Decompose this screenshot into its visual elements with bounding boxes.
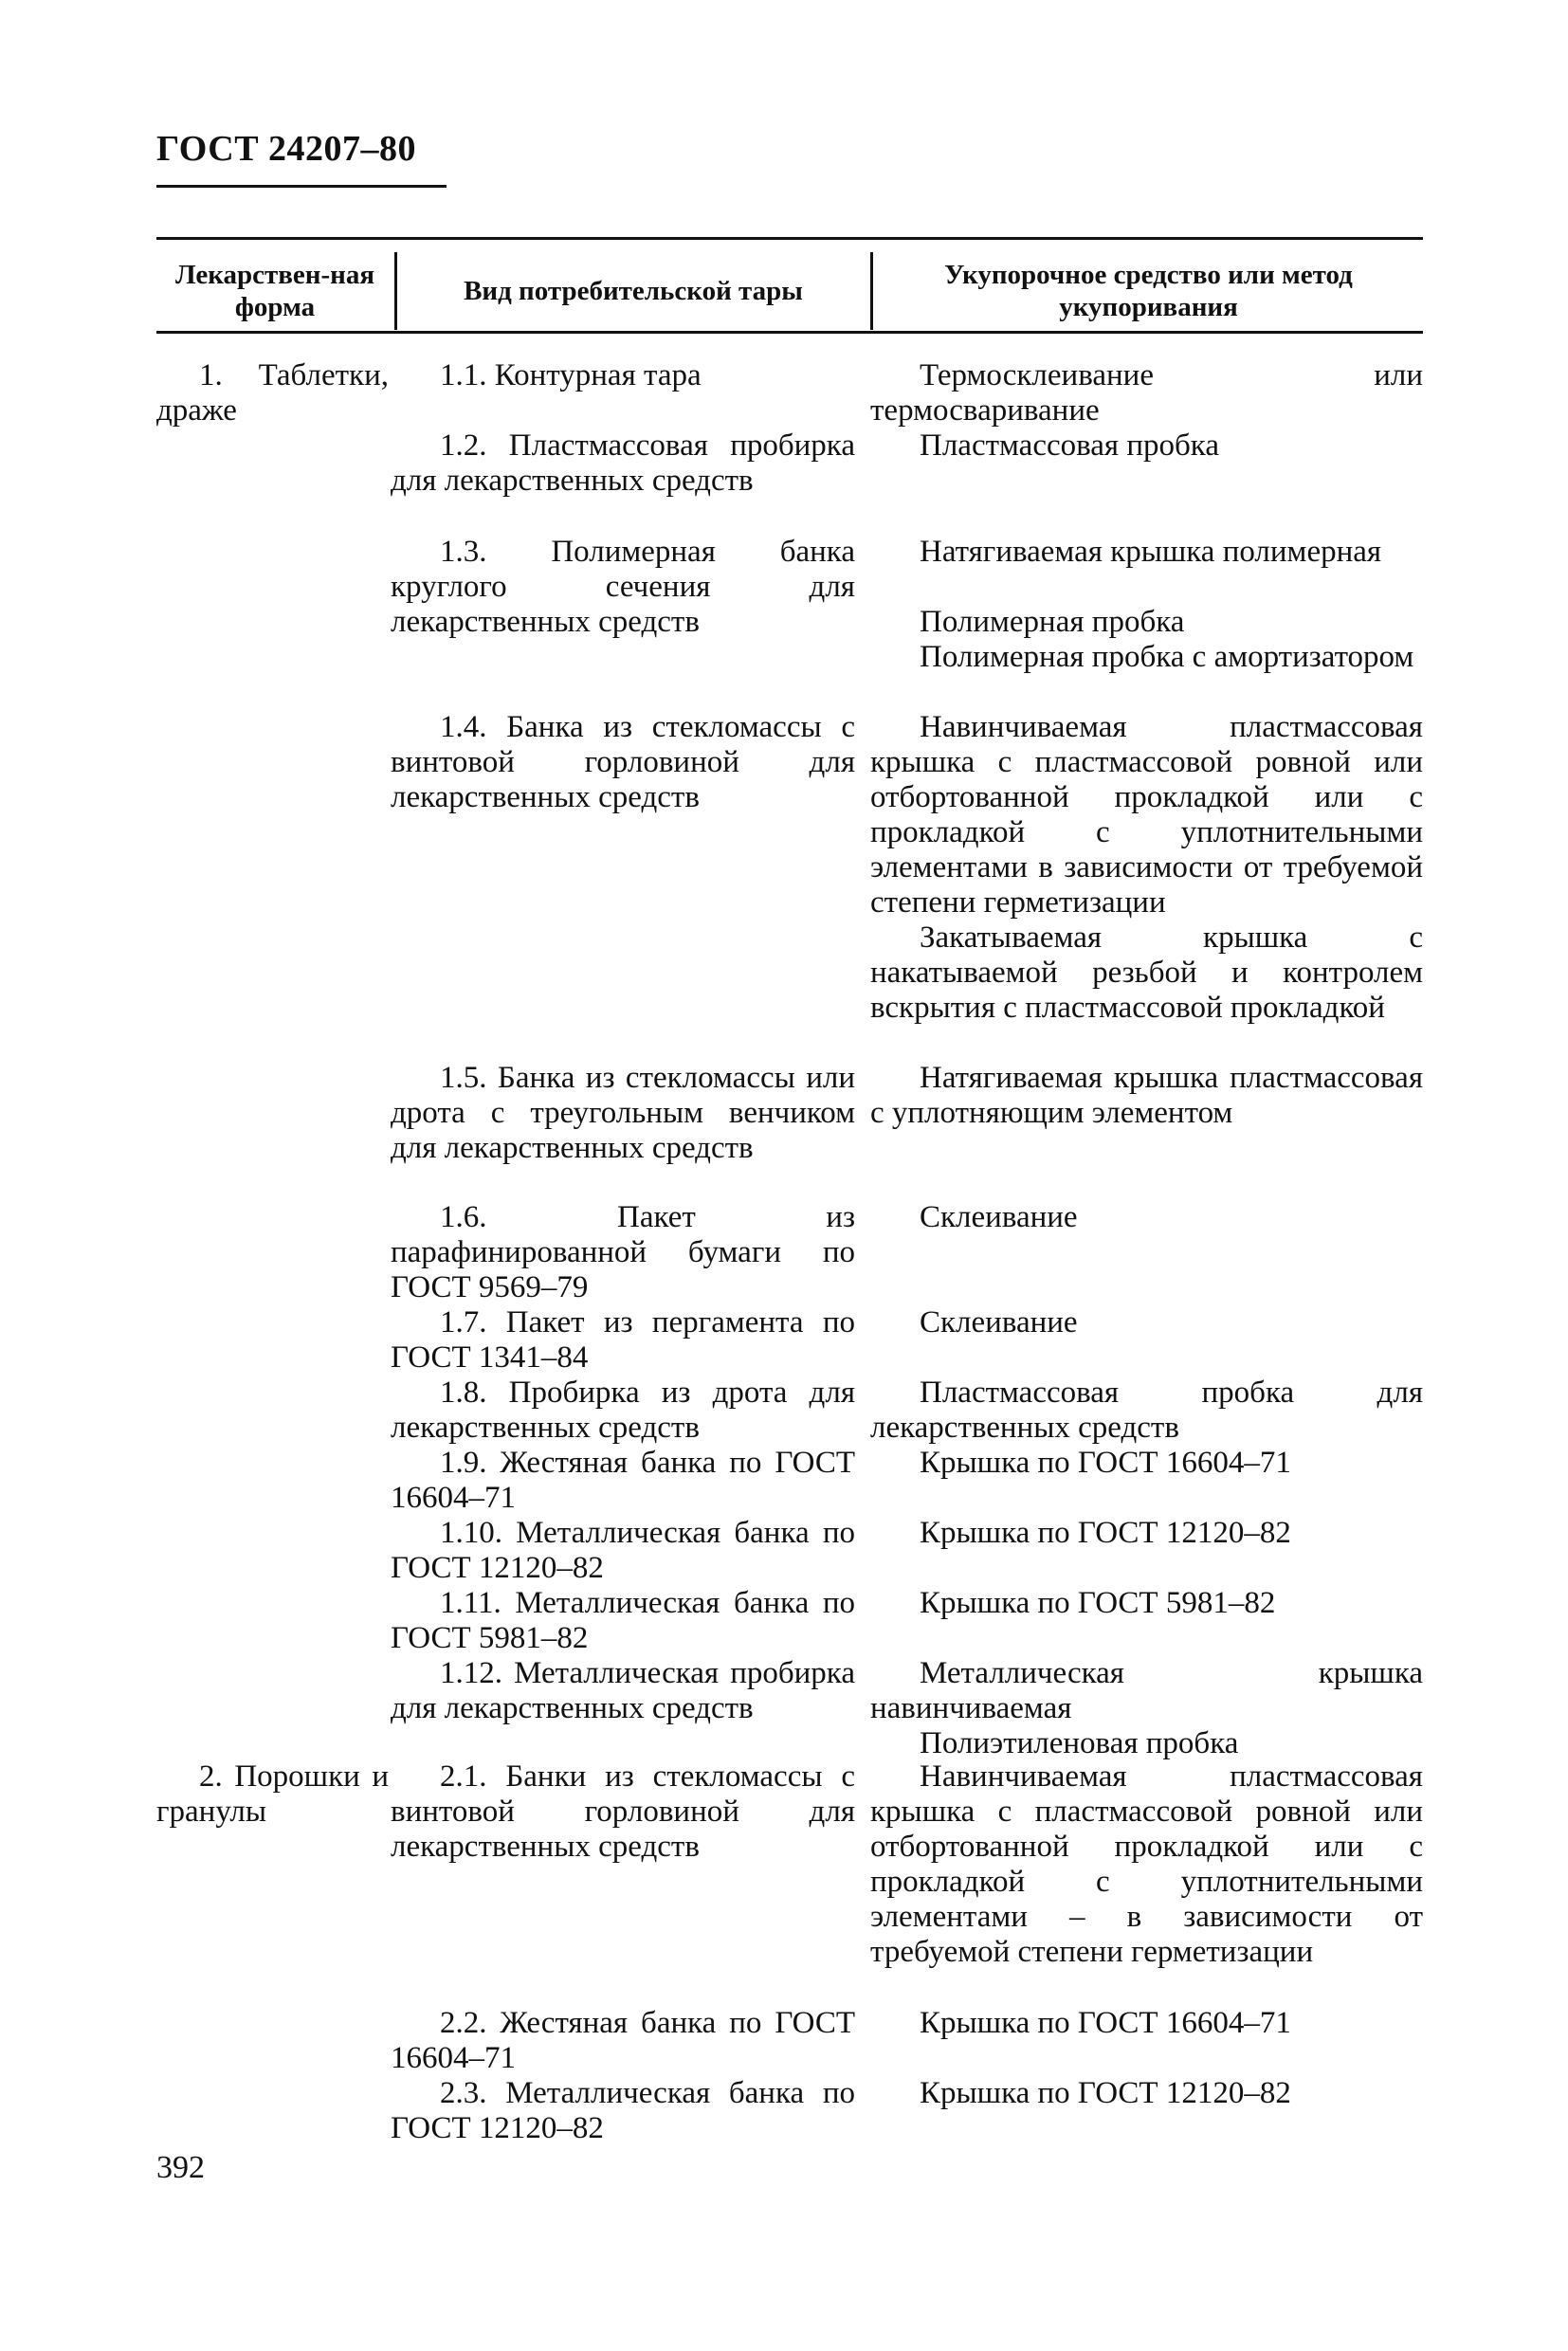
container-row: 1.7. Пакет из пергамента по ГОСТ 1341–84 bbox=[391, 1305, 855, 1375]
container-row: 1.11. Металлическая банка по ГОСТ 5981–82 bbox=[391, 1586, 855, 1655]
container-row: 1.5. Банка из стекломассы или дрота с треугольным венчиком для лекарственных средств bbox=[391, 1061, 855, 1165]
closure-row: Навинчиваемая пластмассовая крышка с пластмассовой ровной или отбортованной прокладкой или с прокладкой с уплотнительными элементами в зависимости от требуемой степени герметизации bbox=[870, 710, 1423, 920]
container-row: 1.8. Пробирка из дрота для лекарственных средств bbox=[391, 1376, 855, 1445]
closure-row: Крышка по ГОСТ 5981–82 bbox=[920, 1586, 1276, 1620]
container-row: 2.2. Жестяная банка по ГОСТ 16604–71 bbox=[391, 2006, 855, 2075]
closure-row: Склеивание bbox=[920, 1305, 1078, 1340]
title-underline bbox=[156, 185, 447, 188]
header-bottom-rule bbox=[156, 331, 1423, 334]
closure-row: Навинчиваемая пластмассовая крышка с пластмассовой ровной или отбортованной прокладкой или с прокладкой с уплотнительными элементами – в зависимости от требуемой степени герметизации bbox=[870, 1759, 1423, 1969]
header-container: Вид потребительской тары bbox=[464, 276, 803, 306]
container-row: 1.3. Полимерная банка круглого сечения для лекарственных средств bbox=[391, 535, 855, 639]
closure-row: Пластмассовая пробка для лекарственных средств bbox=[870, 1376, 1423, 1445]
closure-row: Натягиваемая крышка полимерная bbox=[920, 535, 1382, 569]
closure-row: Пластмассовая пробка bbox=[920, 428, 1219, 463]
container-row: 1.2. Пластмассовая пробирка для лекарственных средств bbox=[391, 428, 855, 498]
closure-row: Закатываемая крышка с накатываемой резьбой и контролем вскрытия с пластмассовой прокладкой bbox=[870, 920, 1423, 1025]
container-row: 1.12. Металлическая пробирка для лекарственных средств bbox=[391, 1656, 855, 1725]
closure-row: Крышка по ГОСТ 12120–82 bbox=[920, 2076, 1291, 2110]
header-form: Лекарствен-ная форма bbox=[174, 260, 375, 322]
closure-row: Полиэтиленовая пробка bbox=[920, 1726, 1239, 1760]
container-row: 1.1. Контурная тара bbox=[440, 358, 702, 392]
container-row: 1.4. Банка из стекломассы с винтовой горловиной для лекарственных средств bbox=[391, 710, 855, 814]
closure-row: Полимерная пробка bbox=[920, 605, 1185, 639]
document-title: ГОСТ 24207–80 bbox=[156, 129, 417, 169]
form-tablets: 1. Таблетки, драже bbox=[156, 358, 389, 428]
closure-row: Натягиваемая крышка пластмассовая с уплотняющим элементом bbox=[870, 1061, 1423, 1130]
container-row: 1.10. Металлическая банка по ГОСТ 12120–82 bbox=[391, 1516, 855, 1585]
container-row: 2.3. Металлическая банка по ГОСТ 12120–82 bbox=[391, 2076, 855, 2145]
container-row: 2.1. Банки из стекломассы с винтовой горловиной для лекарственных средств bbox=[391, 1759, 855, 1864]
closure-row: Склеивание bbox=[920, 1200, 1078, 1234]
container-row: 1.9. Жестяная банка по ГОСТ 16604–71 bbox=[391, 1446, 855, 1515]
closure-row: Крышка по ГОСТ 12120–82 bbox=[920, 1516, 1291, 1550]
form-powders: 2. Порошки и гранулы bbox=[156, 1759, 389, 1829]
container-row: 1.6. Пакет из парафинированной бумаги по ГОСТ 9569–79 bbox=[391, 1200, 855, 1304]
closure-row: Полимерная пробка с амортизатором bbox=[920, 640, 1414, 674]
table-top-rule bbox=[156, 237, 1423, 240]
page-number: 392 bbox=[156, 2150, 205, 2185]
header-divider bbox=[870, 252, 873, 330]
header-divider bbox=[394, 252, 397, 330]
closure-row: Крышка по ГОСТ 16604–71 bbox=[920, 1446, 1291, 1480]
header-closure: Укупорочное средство или метод укупоривания bbox=[944, 260, 1353, 322]
closure-row: Металлическая крышка навинчиваемая bbox=[870, 1656, 1423, 1725]
closure-row: Термосклеивание или термосваривание bbox=[870, 358, 1423, 428]
closure-row: Крышка по ГОСТ 16604–71 bbox=[920, 2006, 1291, 2040]
